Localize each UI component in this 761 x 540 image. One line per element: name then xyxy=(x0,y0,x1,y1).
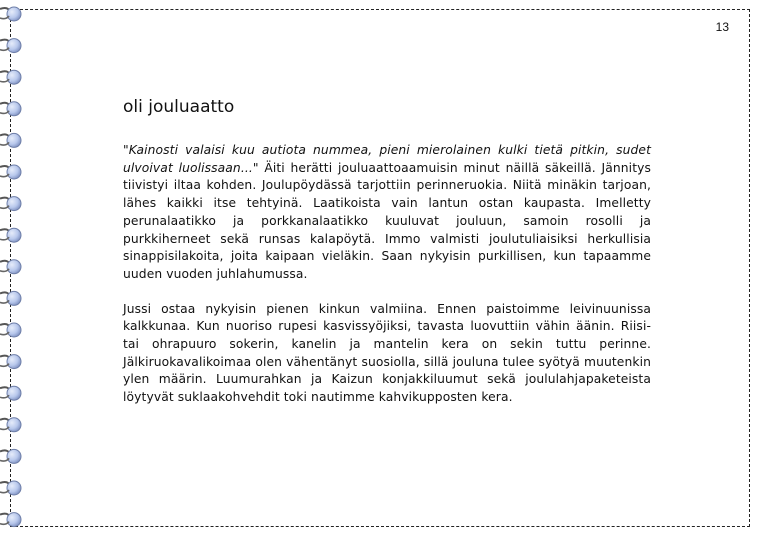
binding-ring xyxy=(0,39,21,53)
binding-ring xyxy=(0,7,21,21)
opening-quote: "Kainosti valaisi kuu autiota nummea, pieni mierolainen kulki tietä pitkin, sudet ulvoivat luolissaan..." xyxy=(123,143,651,175)
binding-ring xyxy=(0,260,21,274)
binding-ring xyxy=(0,481,21,495)
page-title: oli jouluaatto xyxy=(123,97,235,117)
binding-ring xyxy=(0,386,21,400)
paragraph-1 xyxy=(123,142,651,284)
binding-ring xyxy=(0,197,21,211)
spiral-binding xyxy=(0,0,30,540)
paragraph-1-text: Äiti herätti jouluaattoaamuisin minut näillä säkeillä. Jännitys tiivistyi iltaa kohden. Joulupöydässä tarjottiin perinneruokia. Niitä minäkin tarjoan, lähes kaikki itse tehtyinä. Laatikoista vain lantun ostan kaupasta. Imelletty perunalaatikko ja porkkanalaatikko kuuluvat jouluun, samoin rosolli ja purkkiherneet sekä runsas kalapöytä. Immo valmisti joulutuliaisiksi herkullisia sinappisilakoita, joita kaipaan vieläkin. Saan nykyisin purkillisen, kun tapaamme uuden vuoden juhlahumussa. xyxy=(123,160,651,281)
binding-ring xyxy=(0,513,21,527)
page-content xyxy=(123,96,651,424)
binding-ring xyxy=(0,418,21,432)
binding-ring xyxy=(0,291,21,305)
binding-ring xyxy=(0,323,21,337)
binding-ring xyxy=(0,228,21,242)
binding-ring xyxy=(0,449,21,463)
binding-ring xyxy=(0,355,21,369)
binding-ring xyxy=(0,70,21,84)
paragraph-2: Jussi ostaa nykyisin pienen kinkun valmiina. Ennen paistoimme leivinuunissa kalkkunaa. Kun nuoriso rupesi kasvissyöjiksi, tavasta luovuttiin vähin äänin. Riisi- tai ohrapuuro sokerin, kanelin ja mantelin kera on sekin tuttu perinne. Jälkiruokavalikoimaa olen vähentänyt suosiolla, sillä jouluna tulee syötyä muutenkin ylen määrin. Luumurahkan ja Kaizun konjakkiluumut sekä joululahjapaketeista löytyvät suklaakohvehdit toki nautimme kahvikupposten kera. xyxy=(123,301,651,405)
binding-ring xyxy=(0,165,21,179)
binding-ring xyxy=(0,133,21,147)
page-number: 13 xyxy=(715,20,729,34)
binding-ring xyxy=(0,102,21,116)
